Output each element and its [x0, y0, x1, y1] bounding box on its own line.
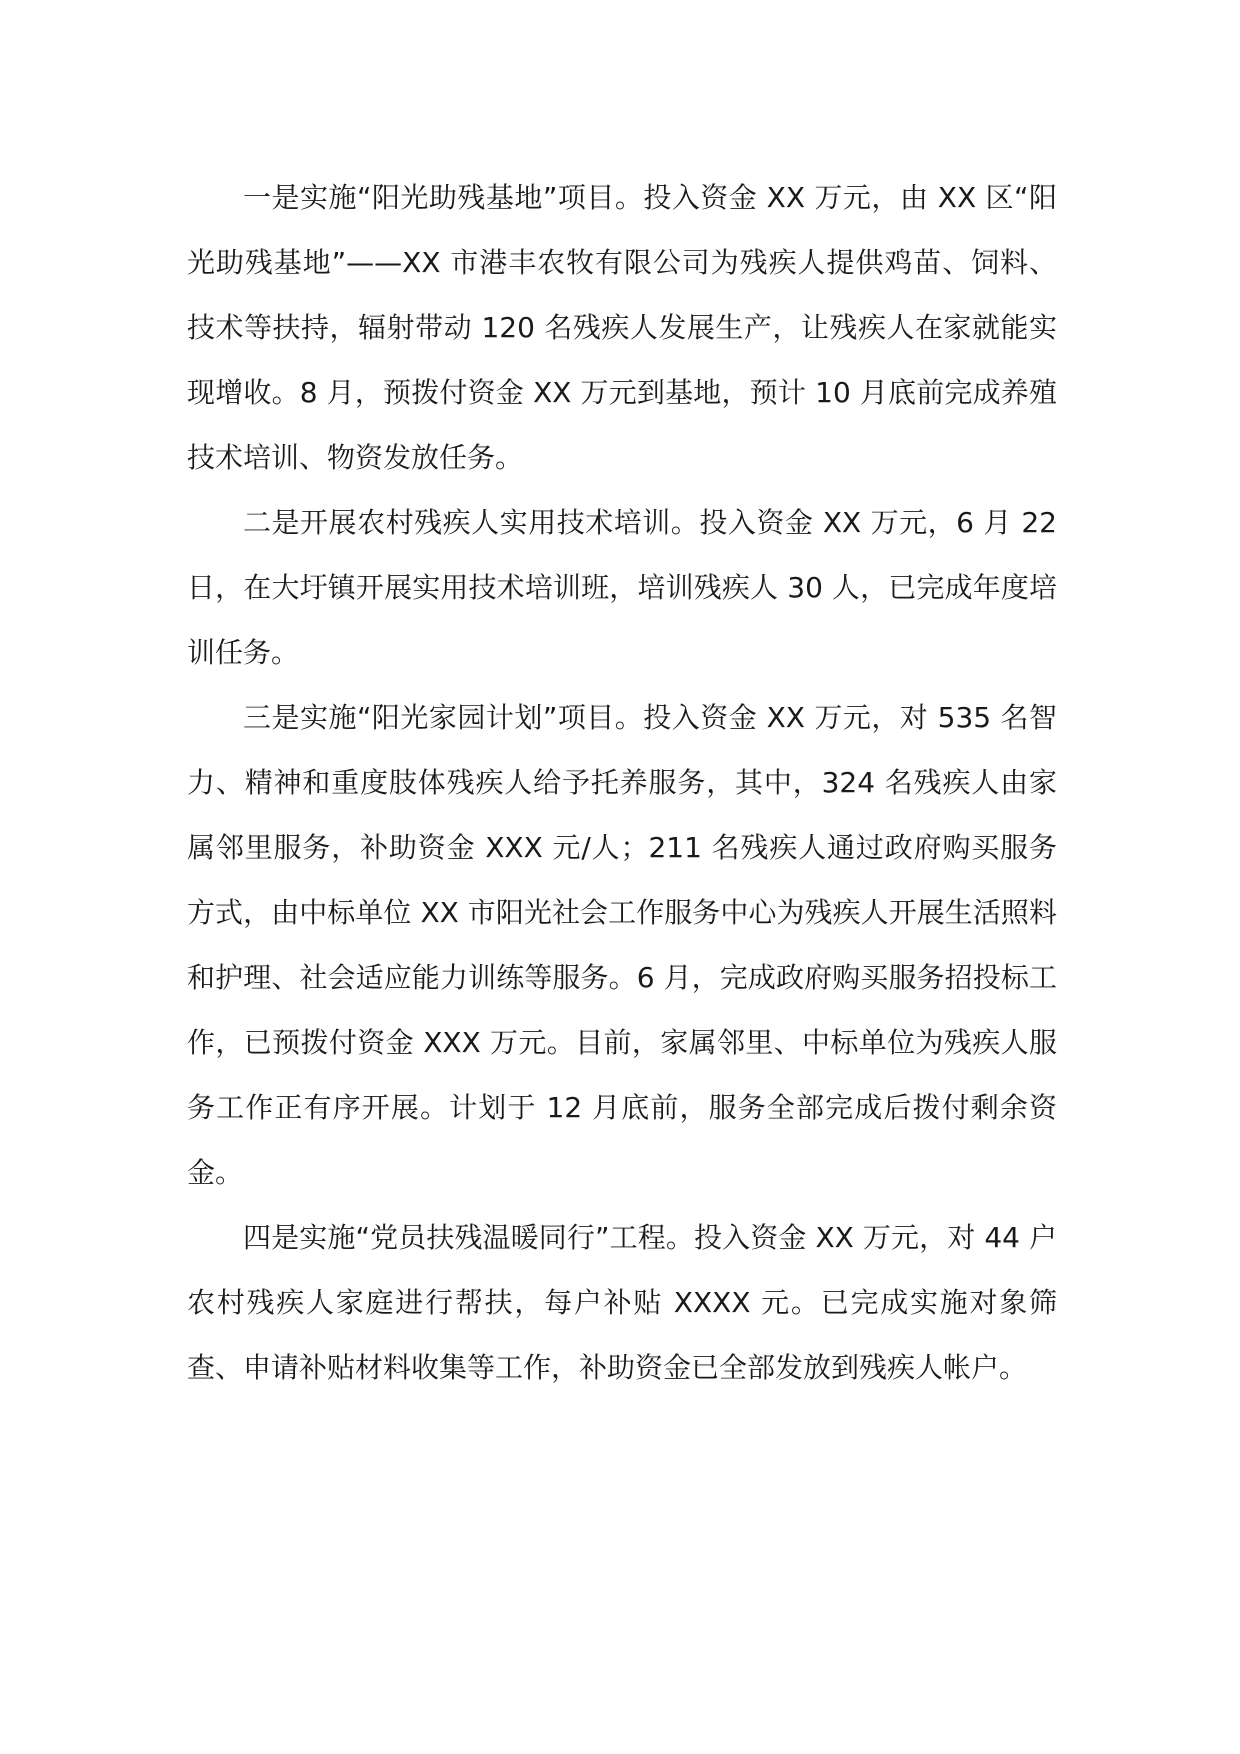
paragraph-2: 二是开展农村残疾人实用技术培训。投入资金 XX 万元，6 月 22 日，在大圩镇开展实用技术培训班，培训残疾人 30 人，已完成年度培训任务。 [187, 506, 1057, 669]
paragraph-4: 四是实施“党员扶残温暖同行”工程。投入资金 XX 万元，对 44 户农村残疾人家庭进行帮扶，每户补贴 XXXX 元。已完成实施对象筛查、申请补贴材料收集等工作，补助资金已全部发放到残疾人帐户。 [187, 1221, 1057, 1384]
document-body [187, 165, 1057, 1400]
paragraph-3: 三是实施“阳光家园计划”项目。投入资金 XX 万元，对 535 名智力、精神和重度肢体残疾人给予托养服务，其中，324 名残疾人由家属邻里服务，补助资金 XXX 元/人；211 名残疾人通过政府购买服务方式，由中标单位 XX 市阳光社会工作服务中心为残疾人开展生活照料和护理、社会适应能力训练等服务。6 月，完成政府购买服务招投标工作，已预拨付资金 XXX 万元。目前，家属邻里、中标单位为残疾人服务工作正有序开展。计划于 12 月底前，服务全部完成后拨付剩余资金。 [187, 701, 1057, 1189]
paragraph-1: 一是实施“阳光助残基地”项目。投入资金 XX 万元，由 XX 区“阳光助残基地”——XX 市港丰农牧有限公司为残疾人提供鸡苗、饲料、技术等扶持，辐射带动 120 名残疾人发展生产，让残疾人在家就能实现增收。8 月，预拨付资金 XX 万元到基地，预计 10 月底前完成养殖技术培训、物资发放任务。 [187, 181, 1057, 474]
